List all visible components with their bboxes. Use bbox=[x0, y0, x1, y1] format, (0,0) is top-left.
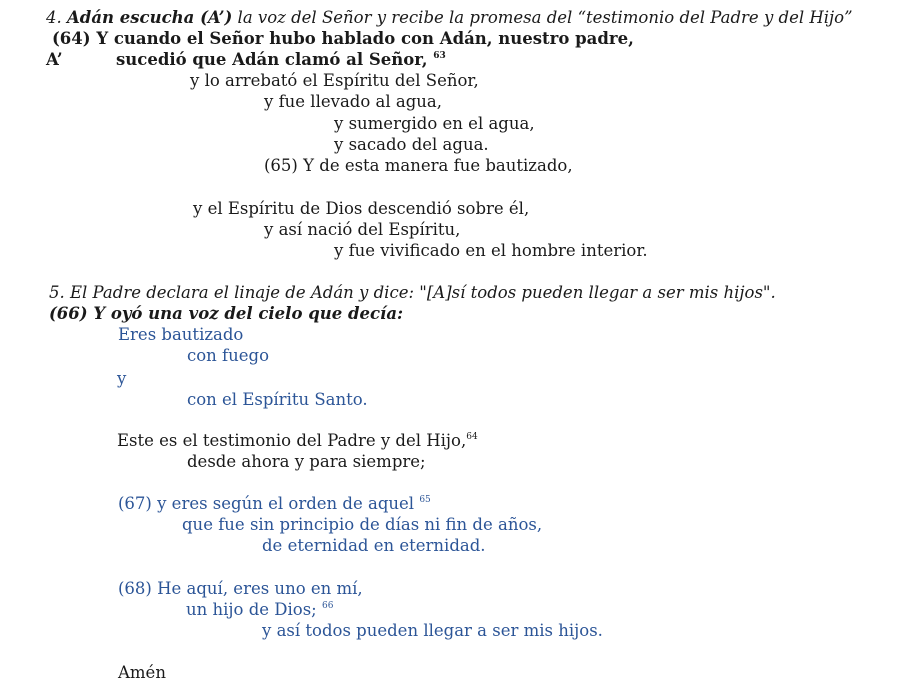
quote-line: con el Espíritu Santo. bbox=[187, 390, 368, 409]
quote-line: Eres bautizado bbox=[118, 325, 244, 344]
poem-line: y fue vivificado en el hombre interior. bbox=[334, 241, 648, 260]
footnote-63[interactable]: 63 bbox=[433, 51, 446, 61]
poem-line: y así nació del Espíritu, bbox=[264, 220, 461, 239]
quote-line: (67) y eres según el orden de aquel $^{65}$ bbox=[118, 494, 431, 513]
adam-cried-line: sucedió que Adán clamó al Señor, $^{63}$ bbox=[116, 50, 446, 69]
testimony-line: Este es el testimonio del Padre y del Hijo,$^{64}$ bbox=[117, 431, 478, 450]
poem-line: y sacado del agua. bbox=[334, 135, 489, 154]
quote-line: y bbox=[117, 369, 127, 388]
quote-line: con fuego bbox=[187, 346, 270, 365]
quote-line: de eternidad en eternidad. bbox=[262, 536, 486, 555]
heading-rest: la voz del Señor y recibe la promesa del “testimonio del Padre y del Hijo” bbox=[237, 8, 853, 27]
quote-line: un hijo de Dios; $^{66}$ bbox=[186, 600, 334, 619]
quote-line: que fue sin principio de días ni fin de años, bbox=[182, 515, 543, 534]
poem-line: y fue llevado al agua, bbox=[264, 92, 442, 111]
section-number: 4. bbox=[46, 8, 62, 27]
poem-line: y sumergido en el agua, bbox=[334, 114, 535, 133]
poem-line: y el Espíritu de Dios descendió sobre él, bbox=[193, 199, 530, 218]
section-4-heading bbox=[46, 8, 853, 28]
testimony-line: desde ahora y para siempre; bbox=[187, 452, 426, 471]
section-5-subheading: (66) Y oyó una voz del cielo que decía: bbox=[49, 304, 404, 323]
chiasm-marker: A’ bbox=[46, 50, 63, 69]
quote-line: (68) He aquí, eres uno en mí, bbox=[118, 579, 363, 598]
poem-line: y lo arrebató el Espíritu del Señor, bbox=[190, 71, 479, 90]
quote-line: y así todos pueden llegar a ser mis hijos. bbox=[262, 621, 603, 640]
footnote-66[interactable]: 66 bbox=[322, 601, 334, 611]
poem-line: (65) Y de esta manera fue bautizado, bbox=[264, 156, 573, 175]
footnote-65[interactable]: 65 bbox=[419, 495, 431, 505]
amen: Amén bbox=[118, 663, 166, 682]
verse-64-line: (64) Y cuando el Señor hubo hablado con Adán, nuestro padre, bbox=[52, 29, 634, 48]
section-5-heading: 5. El Padre declara el linaje de Adán y dice: "[A]sí todos pueden llegar a ser mis hijos". bbox=[49, 283, 776, 302]
heading-bold: Adán escucha (A’) bbox=[67, 8, 233, 27]
footnote-64[interactable]: 64 bbox=[466, 432, 478, 442]
